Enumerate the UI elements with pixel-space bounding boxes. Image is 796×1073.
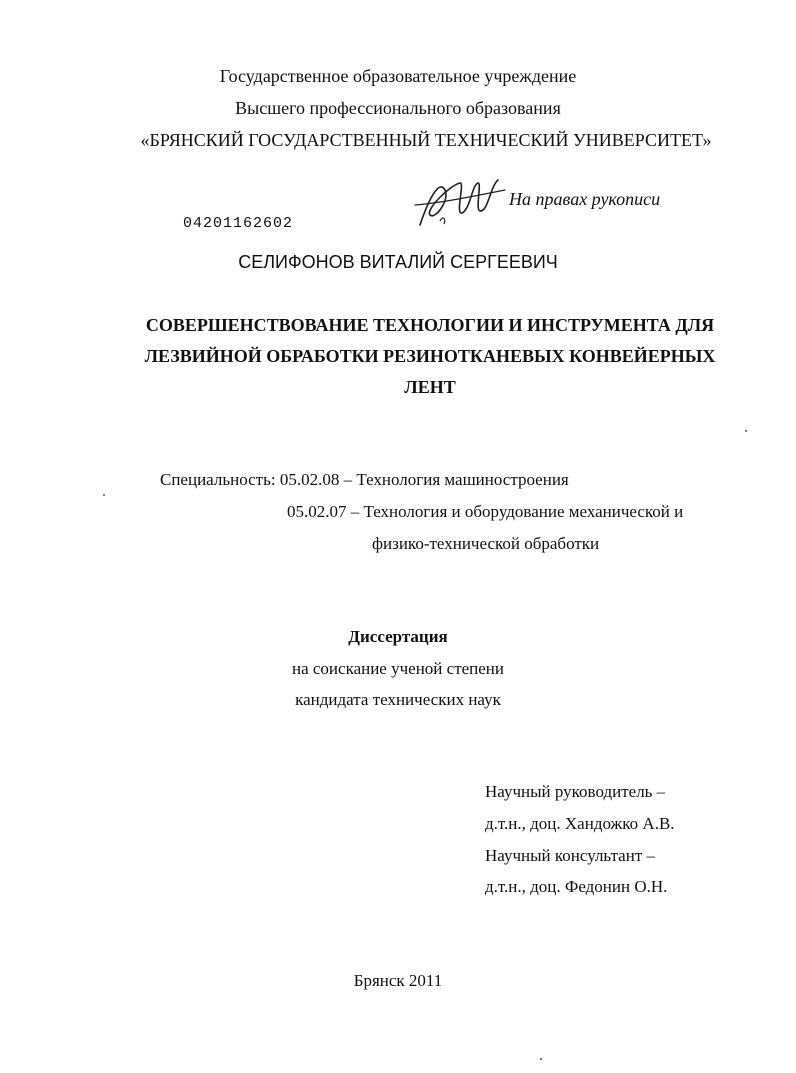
title-line-1: СОВЕРШЕНСТВОВАНИЕ ТЕХНОЛОГИИ И ИНСТРУМЕНТА ДЛЯ bbox=[145, 315, 715, 335]
dissertation-heading: Диссертация bbox=[348, 627, 448, 646]
title-line-3: ЛЕНТ bbox=[404, 377, 456, 397]
consultant-name: д.т.н., доц. Федонин О.Н. bbox=[485, 877, 668, 896]
dissertation-line-1: на соискание ученой степени bbox=[291, 659, 505, 678]
catalog-number: 04201162602 bbox=[183, 215, 294, 232]
dissertation-line-2: кандидата технических наук bbox=[295, 690, 501, 709]
scan-speck bbox=[103, 494, 105, 496]
specialty-line-2: 05.02.07 – Технология и оборудование механической и bbox=[287, 502, 684, 521]
consultant-label: Научный консультант – bbox=[485, 846, 655, 865]
specialty-line-3: физико-технической обработки bbox=[372, 534, 600, 553]
signature-icon bbox=[410, 175, 510, 235]
scan-speck bbox=[540, 1058, 542, 1060]
university-name: «БРЯНСКИЙ ГОСУДАРСТВЕННЫЙ ТЕХНИЧЕСКИЙ УНИВЕРСИТЕТ» bbox=[140, 130, 712, 150]
supervisor-name: д.т.н., доц. Хандожко А.В. bbox=[485, 814, 675, 833]
city-year: Брянск 2011 bbox=[353, 971, 443, 990]
header-line-2: Высшего профессионального образования bbox=[235, 98, 561, 118]
title-line-2: ЛЕЗВИЙНОЙ ОБРАБОТКИ РЕЗИНОТКАНЕВЫХ КОНВЕЙЕРНЫХ bbox=[144, 346, 716, 366]
supervisor-label: Научный руководитель – bbox=[485, 782, 666, 801]
header-line-1: Государственное образовательное учреждение bbox=[219, 66, 577, 86]
scan-speck bbox=[745, 430, 747, 432]
specialty-line-1: Специальность: 05.02.08 – Технология машиностроения bbox=[160, 470, 569, 489]
manuscript-note: На правах рукописи bbox=[509, 189, 661, 209]
author-name: СЕЛИФОНОВ ВИТАЛИЙ СЕРГЕЕВИЧ bbox=[238, 252, 558, 272]
